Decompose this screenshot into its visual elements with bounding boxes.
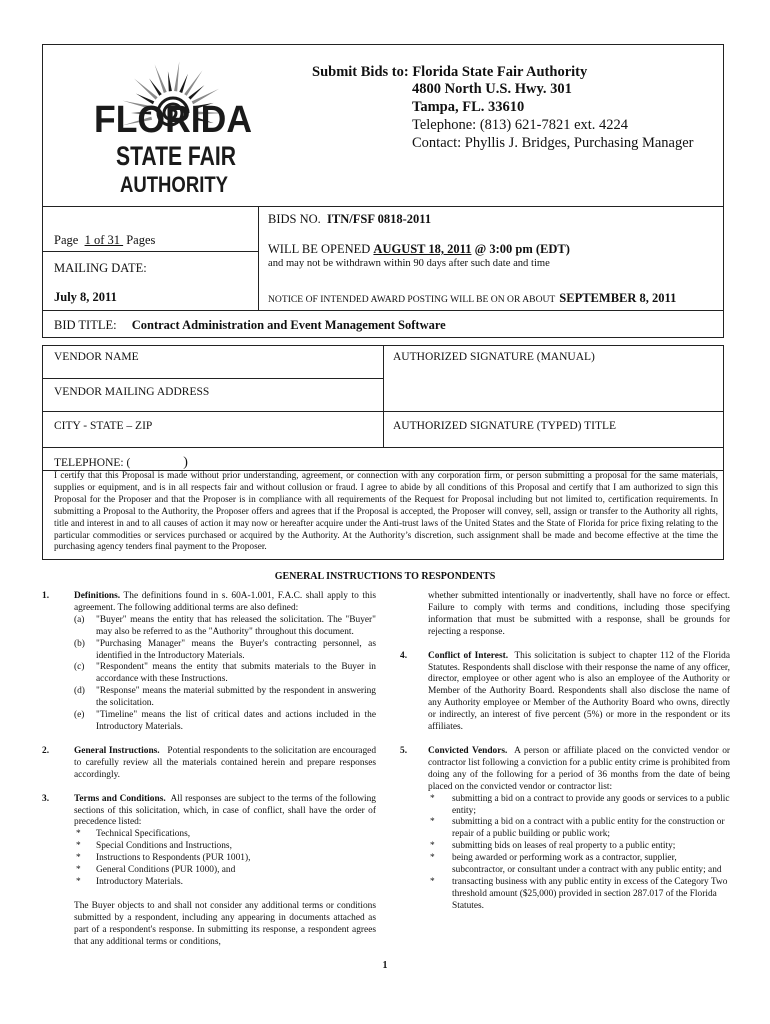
section-3-para-2: The Buyer objects to and shall not consider any additional terms or conditions submitted by a respondent, including any appearing in documents attached as part of a respondent's response. In submitting its response, a respondent agrees that any additional terms or conditions,: [74, 900, 376, 947]
list-item-marker: *: [430, 793, 435, 804]
list-item-marker: *: [430, 853, 435, 864]
list-item-text: Instructions to Respondents (PUR 1001),: [96, 853, 251, 864]
opened-prefix: WILL BE OPENED: [268, 242, 371, 256]
address-line-1: 4800 North U.S. Hwy. 301: [412, 81, 572, 97]
sun-ray: [134, 79, 158, 100]
city-state-zip-field[interactable]: CITY - STATE – ZIP: [54, 420, 153, 432]
section-3-continued: [396, 591, 730, 639]
page-label: Page: [54, 233, 79, 247]
list-item-marker: (e): [74, 710, 85, 721]
divider: [258, 206, 259, 310]
list-item-text: Special Conditions and Instructions,: [96, 841, 232, 852]
section-number: 5.: [400, 745, 408, 756]
page-value: 1 of 31: [84, 233, 120, 247]
list-item: [74, 615, 376, 639]
notice-date: SEPTEMBER 8, 2011: [559, 291, 677, 305]
section-number: 4.: [400, 650, 408, 661]
telephone-label: TELEPHONE: (: [54, 457, 131, 469]
list-item: [74, 686, 376, 710]
section-text: All responses are subject to the terms of the following sections of this solicitation, which, in case of conflict, shall have the order of precedence listed:: [74, 793, 376, 828]
submit-bids-block: [312, 64, 722, 164]
logo-text-state-fair: STATE FAIR: [116, 141, 236, 171]
divider: [42, 447, 724, 448]
logo-text-florida: FLORIDA: [94, 99, 252, 141]
bids-no: [268, 212, 431, 227]
divider: [42, 251, 258, 252]
section-number: 1.: [42, 591, 50, 601]
divider: [42, 206, 724, 207]
section-1: [42, 591, 376, 734]
list-item-text: Technical Specifications,: [96, 829, 191, 840]
logo-text-authority: AUTHORITY: [120, 172, 229, 197]
list-item: [74, 662, 376, 686]
instructions-right-column: [396, 591, 730, 913]
precedence-list: [74, 829, 376, 889]
list-item-text: being awarded or performing work as a contractor, supplier, subcontractor, or consultant under a contract with any public entity; and: [452, 853, 722, 876]
opened-date: AUGUST 18, 2011: [373, 242, 472, 256]
list-item: [428, 817, 730, 841]
section-heading: Terms and Conditions.: [74, 793, 166, 804]
section-4: [396, 651, 730, 734]
contact: Contact: Phyllis J. Bridges, Purchasing Manager: [412, 135, 694, 151]
list-item-text: "Purchasing Manager" means the Buyer's contracting personnel, as identified in the Introductory Materials.: [96, 638, 376, 661]
section-text: The definitions found in s. 60A-1.001, F.A.C. shall apply to this agreement. The following additional terms are also defined:: [74, 591, 376, 613]
bids-no-value: ITN/FSF 0818-2011: [327, 212, 432, 226]
list-item-marker: *: [430, 817, 435, 828]
section-number: 2.: [42, 745, 50, 756]
list-item-marker: (c): [74, 662, 85, 673]
list-item-marker: *: [76, 865, 81, 876]
telephone-close: ): [183, 455, 188, 470]
list-item: [428, 853, 730, 877]
list-item: [74, 710, 376, 734]
mailing-date: July 8, 2011: [54, 290, 117, 304]
page-number: 1: [382, 960, 388, 971]
vendor-mailing-address-field[interactable]: VENDOR MAILING ADDRESS: [54, 386, 210, 398]
list-item: [428, 877, 730, 913]
withdraw-note: and may not be withdrawn within 90 days after such date and time: [268, 258, 550, 269]
divider: [42, 310, 724, 311]
section-heading: Conflict of Interest.: [428, 650, 509, 661]
divider: [42, 411, 724, 412]
sun-ray: [179, 74, 188, 93]
bid-title-row: [54, 318, 446, 333]
list-item: [74, 853, 376, 865]
bids-no-label: BIDS NO.: [268, 212, 321, 226]
address-line-2: Tampa, FL. 33610: [412, 99, 525, 115]
list-item-text: Introductory Materials.: [96, 876, 183, 887]
section-heading: General Instructions.: [74, 745, 160, 756]
submit-label: Submit Bids to: Florida State Fair Authority: [312, 64, 588, 80]
pages-label: Pages: [126, 233, 156, 247]
page-count: [54, 233, 155, 248]
instructions-left-column: [42, 591, 376, 948]
list-item-marker: *: [430, 876, 435, 887]
list-item: [74, 829, 376, 841]
sun-ray: [168, 71, 172, 91]
sun-ray: [184, 70, 202, 96]
list-item: [428, 794, 730, 818]
opening-line: [268, 242, 570, 257]
section-5: [396, 746, 730, 913]
bid-title-label: BID TITLE:: [54, 318, 117, 332]
mailing-date-label: MAILING DATE:: [54, 261, 147, 275]
list-item: [74, 877, 376, 889]
list-item-text: submitting a bid on a contract to provide any goods or services to a public entity;: [452, 793, 730, 816]
definitions-list: [74, 615, 376, 734]
general-instructions-title: GENERAL INSTRUCTIONS TO RESPONDENTS: [274, 571, 496, 582]
telephone-field[interactable]: [54, 455, 188, 471]
vendor-name-field[interactable]: VENDOR NAME: [54, 351, 139, 363]
authorized-signature-typed-field[interactable]: AUTHORIZED SIGNATURE (TYPED) TITLE: [393, 420, 617, 432]
list-item-marker: (d): [74, 686, 85, 697]
bid-title: Contract Administration and Event Management Software: [131, 318, 446, 332]
list-item-text: "Timeline" means the list of critical dates and actions included in the Introductory Materials.: [96, 710, 376, 732]
section-heading: Definitions.: [74, 591, 121, 601]
list-item: [74, 865, 376, 877]
divider: [383, 345, 384, 447]
list-item-marker: *: [76, 853, 81, 864]
list-item-marker: *: [76, 876, 81, 887]
list-item-marker: *: [76, 829, 81, 840]
list-item-text: General Conditions (PUR 1000), and: [96, 865, 236, 876]
divider: [42, 378, 383, 379]
authorized-signature-manual-field[interactable]: AUTHORIZED SIGNATURE (MANUAL): [393, 351, 595, 363]
opened-time: @ 3:00 pm (EDT): [474, 242, 570, 256]
list-item-text: submitting a bid on a contract with a public entity for the construction or repair of a public building or public work;: [452, 817, 725, 840]
section-heading: Convicted Vendors.: [428, 745, 508, 756]
certification-text: I certify that this Proposal is made without prior understanding, agreement, or connection with any corporation firm, or person submitting a proposal for the same materials, supplies or equipment, and is in all respects fair and without collusion or fraud. I agree to abide by all conditions of this Proposal and certify that I am authorized to sign this Proposal for the Proposer and that the Proposer is in compliance with all requirements of the Request for Proposal including but not limited to, certification requirements. In submitting a Proposal to the Authority, the Proposer offers and agrees that if the Proposal is accepted, the Proposer will convey, sell, assign or transfer to the Authority all rights, title and interest in and to all causes of action it may now or hereafter acquire under the Anti-trust laws of the United States and the State of Florida for price fixing relating to the particular commodities or services purchased or acquired by the Authority. At the Authority’s discretion, such assignment shall be made and become effective at the time the purchasing agency tenders final payment to the Proposer.: [54, 471, 718, 553]
list-item-text: "Buyer" means the entity that has released the solicitation. The "Buyer" may also be referred to as the "Authority" throughout this document.: [96, 614, 376, 637]
list-item-marker: *: [76, 841, 81, 852]
list-item-text: "Response" means the material submitted by the respondent in answering the solicitation.: [96, 686, 376, 709]
florida-state-fair-logo: [88, 58, 258, 198]
section-text: A person or affiliate placed on the convicted vendor or contractor list following a conviction for a public entity crime is prohibited from doing any of the following for a period of 36 months from the date of being placed on the convicted vendor or contractor list:: [428, 745, 731, 792]
section-text: Potential respondents to the solicitation are encouraged to carefully review all the materials contained herein and prepare responses accordingly.: [74, 745, 377, 780]
prohibited-actions-list: [428, 794, 730, 913]
list-item: [74, 639, 376, 663]
section-2: [42, 746, 376, 782]
list-item-marker: *: [430, 841, 435, 852]
list-item-text: "Respondent" means the entity that submits materials to the Buyer in accordance with these Instructions.: [96, 662, 376, 685]
section-3: [42, 794, 376, 949]
section-text: This solicitation is subject to chapter 112 of the Florida Statutes. Respondents shall disclose with their response the name of any officer, director, employee or other agent who is also an employee of the Authority or Member of the Authority Board. Respondents shall also disclose the name of any Authority employee or Member of the Authority Board who owns, directly or indirectly, an interest of five percent (5%) or more in the respondent or its affiliates.: [428, 650, 730, 733]
telephone: Telephone: (813) 621-7821 ext. 4224: [412, 117, 629, 133]
list-item: [74, 841, 376, 853]
section-number: 3.: [42, 793, 50, 804]
list-item-text: transacting business with any public entity in excess of the Category Two threshold amount ($25,000) provided in section 287.017 of the Florida Statutes.: [452, 876, 728, 911]
sun-ray: [174, 61, 179, 91]
notice-text: NOTICE OF INTENDED AWARD POSTING WILL BE ON OR ABOUT: [268, 294, 556, 305]
list-item-text: submitting bids on leases of real property to a public entity;: [452, 841, 676, 852]
list-item-marker: (a): [74, 614, 85, 625]
award-notice: [268, 289, 676, 307]
list-item: [428, 841, 730, 853]
list-item-marker: (b): [74, 638, 85, 649]
section-text: whether submitted intentionally or inadvertently, shall have no force or effect. Failure to comply with terms and conditions, including those specifying information that must be submitted with a response, shall be grounds for rejecting a response.: [428, 591, 730, 637]
